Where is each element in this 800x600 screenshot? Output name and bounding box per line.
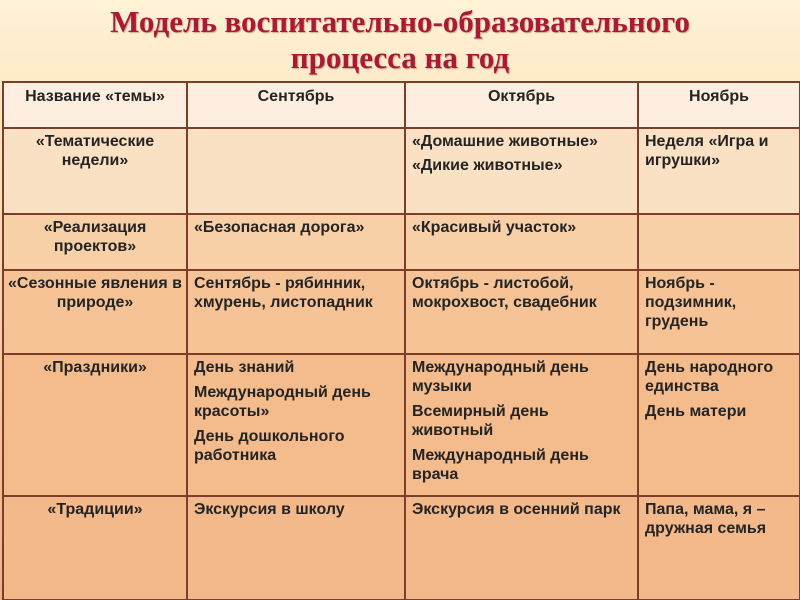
cell-entry: «Красивый участок» xyxy=(412,219,577,236)
row-name: «Реализация проектов» xyxy=(3,214,187,270)
header-topic-name: Название «темы» xyxy=(3,82,187,128)
cell-entry: Международный день врача xyxy=(412,447,589,483)
cell-entry: День народного единства xyxy=(645,359,774,395)
cell-september xyxy=(187,214,405,270)
cell-entry: Всемирный день животный xyxy=(412,403,549,439)
cell-november xyxy=(638,270,800,354)
cell-entry: День знаний xyxy=(194,359,295,376)
table-row-holidays xyxy=(3,354,800,496)
cell-entry: Октябрь - листобой, мокрохвост, свадебник xyxy=(412,275,597,311)
cell-entry: «Дикие животные» xyxy=(412,157,563,174)
cell-entry: Папа, мама, я – дружная семья xyxy=(645,501,767,537)
cell-entry: Экскурсия в осенний парк xyxy=(412,501,621,518)
cell-entry: Неделя «Игра и игрушки» xyxy=(645,133,769,169)
row-name: «Тематические недели» xyxy=(3,128,187,214)
cell-september xyxy=(187,496,405,600)
page-title-line-2: процесса на год xyxy=(290,40,510,75)
table-header-row xyxy=(3,82,800,128)
cell-october xyxy=(405,354,638,496)
page-title-line-1: Модель воспитательно-образовательного xyxy=(110,4,690,39)
cell-september xyxy=(187,354,405,496)
cell-entry: «Безопасная дорога» xyxy=(194,219,365,236)
table-row-seasonal xyxy=(3,270,800,354)
row-name: «Традиции» xyxy=(3,496,187,600)
cell-entry: Сентябрь - рябинник, хмурень, листопадник xyxy=(194,275,373,311)
cell-october xyxy=(405,128,638,214)
cell-entry: Международный день красоты» xyxy=(194,384,371,420)
cell-entry: Экскурсия в школу xyxy=(194,501,345,518)
page-title xyxy=(0,4,800,76)
table-row-thematic-weeks xyxy=(3,128,800,214)
table-row-projects xyxy=(3,214,800,270)
cell-september xyxy=(187,270,405,354)
annual-plan-table xyxy=(2,81,800,600)
table-row-traditions xyxy=(3,496,800,600)
row-name: «Праздники» xyxy=(3,354,187,496)
cell-entry: Международный день музыки xyxy=(412,359,589,395)
cell-entry: «Домашние животные» xyxy=(412,133,598,150)
cell-october xyxy=(405,496,638,600)
cell-november xyxy=(638,354,800,496)
header-october: Октябрь xyxy=(405,82,638,128)
header-november: Ноябрь xyxy=(638,82,800,128)
cell-october xyxy=(405,214,638,270)
cell-entry: Ноябрь - подзимник, грудень xyxy=(645,275,737,330)
cell-entry: День матери xyxy=(645,403,747,420)
cell-november xyxy=(638,496,800,600)
row-name: «Сезонные явления в природе» xyxy=(3,270,187,354)
cell-november xyxy=(638,128,800,214)
cell-entry: День дошкольного работника xyxy=(194,428,345,464)
cell-september xyxy=(187,128,405,214)
header-september: Сентябрь xyxy=(187,82,405,128)
cell-october xyxy=(405,270,638,354)
cell-november xyxy=(638,214,800,270)
